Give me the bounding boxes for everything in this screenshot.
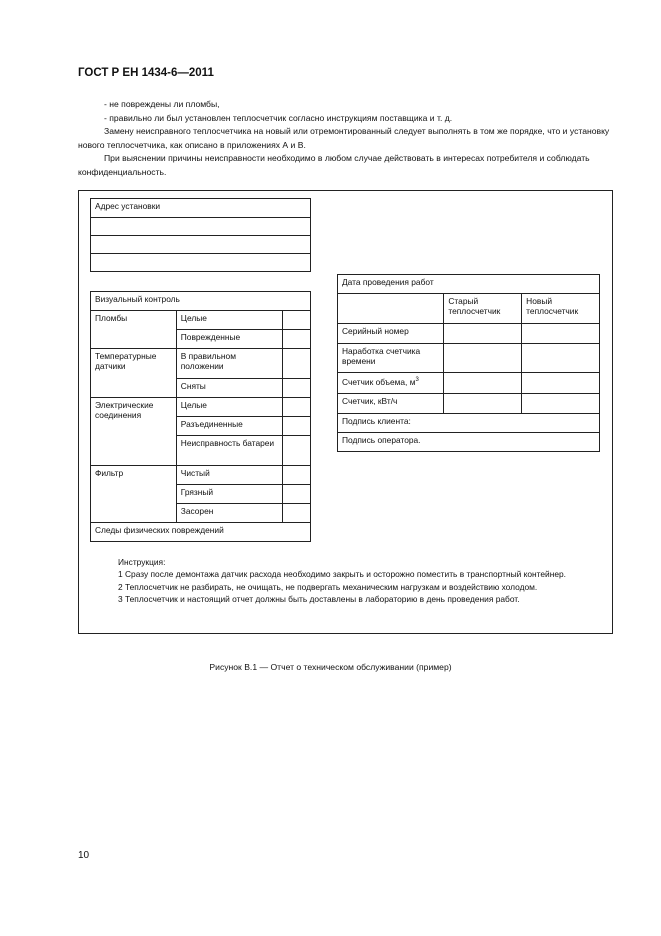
filter-label: Фильтр xyxy=(91,466,177,523)
energy-old-cell[interactable] xyxy=(444,394,522,414)
elec-disconnected-label: Разъединенные xyxy=(176,417,282,436)
seals-damaged-check[interactable] xyxy=(283,330,311,349)
serial-number-label: Серийный номер xyxy=(338,324,444,344)
seals-label: Пломбы xyxy=(91,311,177,349)
old-meter-header: Старый теплосчетчик xyxy=(444,294,522,324)
seals-damaged-label: Поврежденные xyxy=(176,330,282,349)
instruction-item-1: 1 Сразу после демонтажа датчик расхода необходимо закрыть и осторожно поместить в транспортный контейнер. xyxy=(118,569,567,580)
temp-ok-label: В правильном положении xyxy=(176,349,282,379)
elec-intact-label: Целые xyxy=(176,398,282,417)
filter-dirty-check[interactable] xyxy=(283,485,311,504)
filter-clean-label: Чистый xyxy=(176,466,282,485)
elec-battery-label: Неисправность батареи xyxy=(176,436,282,466)
runtime-new-cell[interactable] xyxy=(522,344,600,373)
energy-new-cell[interactable] xyxy=(522,394,600,414)
volume-unit-exponent: 3 xyxy=(415,377,419,383)
temp-sensors-label: Температурные датчики xyxy=(91,349,177,398)
temp-removed-label: Сняты xyxy=(176,379,282,398)
instructions-block xyxy=(92,556,604,606)
serial-new-cell[interactable] xyxy=(522,324,600,344)
visual-inspection-table xyxy=(90,291,311,542)
temp-ok-check[interactable] xyxy=(283,349,311,379)
elec-intact-check[interactable] xyxy=(283,398,311,417)
instruction-item-3: 3 Теплосчетчик и настоящий отчет должны быть доставлены в лабораторию в день проведения работ. xyxy=(118,594,520,605)
client-signature-label: Подпись клиента: xyxy=(338,414,600,433)
work-date-label: Дата проведения работ xyxy=(338,275,600,294)
filter-clogged-check[interactable] xyxy=(283,504,311,523)
new-meter-header: Новый теплосчетчик xyxy=(522,294,600,324)
address-line-2[interactable] xyxy=(91,236,311,254)
volume-new-cell[interactable] xyxy=(522,373,600,394)
volume-label-text: Счетчик объема, м xyxy=(342,376,416,387)
instructions-title: Инструкция: xyxy=(118,557,166,567)
figure-caption: Рисунок В.1 — Отчет о техническом обслуживании (пример) xyxy=(209,662,452,672)
runtime-label: Наработка счетчика времени xyxy=(338,344,444,373)
volume-old-cell[interactable] xyxy=(444,373,522,394)
intro-line-2: - правильно ли был установлен теплосчетчик согласно инструкциям поставщика и т. д. xyxy=(104,112,453,123)
address-line-3[interactable] xyxy=(91,254,311,272)
filter-clogged-label: Засорен xyxy=(176,504,282,523)
visual-title: Визуальный контроль xyxy=(91,292,311,311)
header-empty-cell xyxy=(338,294,444,324)
seals-intact-check[interactable] xyxy=(283,311,311,330)
intro-paragraph-4: При выяснении причины неисправности необходимо в любом случае действовать в интересах потребителя и соблюдать конфиденциальность. xyxy=(78,153,590,177)
runtime-old-cell[interactable] xyxy=(444,344,522,373)
elec-disconnected-check[interactable] xyxy=(283,417,311,436)
elec-battery-check[interactable] xyxy=(283,436,311,466)
document-header: ГОСТ Р ЕН 1434-6—2011 xyxy=(78,67,214,79)
page-number: 10 xyxy=(78,850,90,861)
physical-damage-label: Следы физических повреждений xyxy=(91,523,311,542)
meter-info-table xyxy=(337,274,600,452)
serial-old-cell[interactable] xyxy=(444,324,522,344)
filter-clean-check[interactable] xyxy=(283,466,311,485)
intro-text xyxy=(78,98,613,180)
filter-dirty-label: Грязный xyxy=(176,485,282,504)
energy-label: Счетчик, кВт/ч xyxy=(338,394,444,414)
address-label: Адрес установки xyxy=(91,199,311,218)
seals-intact-label: Целые xyxy=(176,311,282,330)
intro-line-1: - не повреждены ли пломбы, xyxy=(104,99,220,109)
operator-signature-label: Подпись оператора. xyxy=(338,433,600,452)
address-line-1[interactable] xyxy=(91,218,311,236)
instruction-item-2: 2 Теплосчетчик не разбирать, не очищать, не подвергать механическим нагрузкам и воздействию холодом. xyxy=(118,581,538,592)
electrical-label: Электрические соединения xyxy=(91,398,177,466)
intro-paragraph-3: Замену неисправного теплосчетчика на новый или отремонтированный следует выполнять в том же порядке, что и установку нового теплосчетчика, как описано в приложениях А и В. xyxy=(78,126,610,150)
volume-label xyxy=(338,373,444,394)
address-table xyxy=(90,198,311,272)
temp-removed-check[interactable] xyxy=(283,379,311,398)
